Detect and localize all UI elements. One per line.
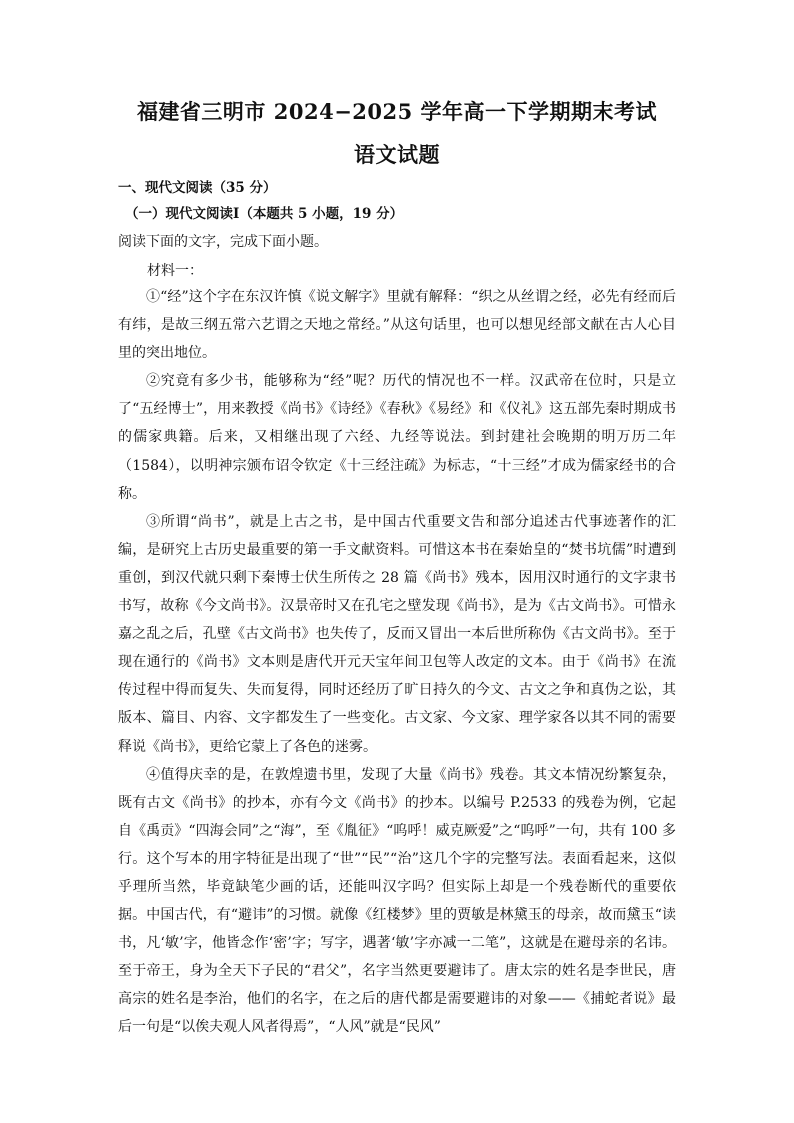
section-heading: 一、现代文阅读（35 分） [118,180,277,196]
instruction-text: 阅读下面的文字，完成下面小题。 [118,234,328,250]
paragraph-3: ③所谓“尚书”，就是上古之书，是中国古代重要文告和部分追述古代事迹著作的汇编，是研究上古历史最重要的第一手文献资料。可惜这本书在秦始皇的“焚书坑儒”时遭到重创，到汉代就只剩下秦博士伏生所传之 28 篇《尚书》残本，因用汉时通行的文字隶书书写，故称《今文尚书》。汉景帝时又在孔宅之壁发现《尚书》，是为《古文尚书》。可惜永嘉之乱之后，孔壁《古文尚书》也失传了，反而又冒出一本后世所称伪《古文尚书》。至于现在通行的《尚书》文本则是唐代开元天宝年间卫包等人改定的文本。由于《尚书》在流传过程中得而复失、失而复得，同时还经历了旷日持久的今文、古文之争和真伪之讼，其版本、篇目、内容、文字都发生了一些变化。古文家、今文家、理学家各以其不同的需要释说《尚书》，更给它蒙上了各色的迷雾。 [118,513,676,755]
material-label: 材料一： [147,263,203,279]
exam-subtitle: 语文试题 [354,142,440,167]
paragraph-4: ④值得庆幸的是，在敦煌遗书里，发现了大量《尚书》残卷。其文本情况纷繁复杂，既有古文《尚书》的抄本，亦有今文《尚书》的抄本。以编号 P.2533 的残卷为例，它起自《禹贡》“四海会同”之“海”，至《胤征》“呜呼！威克厥爱”之“呜呼”一句，共有 100 多行。这个写本的用字特征是出现了“世”“民”“治”这几个字的完整写法。表面看起来，这似乎理所当然，毕竟缺笔少画的话，还能叫汉字吗？但实际上却是一个残卷断代的重要依据。中国古代，有“避讳”的习惯。就像《红楼梦》里的贾敏是林黛玉的母亲，故而黛玉“读书，凡‘敏’字，他皆念作‘密’字；写字，遇著‘敏’字亦减一二笔”，这就是在避母亲的名讳。至于帝王，身为全天下子民的“君父”，名字当然更要避讳了。唐太宗的姓名是李世民，唐高宗的姓名是李治，他们的名字，在之后的唐代都是需要避讳的对象——《捕蛇者说》最后一句是“以俟夫观人风者得焉”，“人风”就是“民风” [118,766,676,1036]
material-body [118,283,676,1042]
paragraph-2: ②究竟有多少书，能够称为“经”呢？历代的情况也不一样。汉武帝在位时，只是立了“五经博士”，用来教授《尚书》《诗经》《春秋》《易经》和《仪礼》这五部先秦时期成书的儒家典籍。后来，又相继出现了六经、九经等说法。到封建社会晚期的明万历二年（1584），以明神宗颁布诏令钦定《十三经注疏》为标志，“十三经”才成为儒家经书的合称。 [118,373,676,502]
exam-title: 福建省三明市 2024−2025 学年高一下学期期末考试 [136,99,658,124]
subsection-heading: （一）现代文阅读Ⅰ（本题共 5 小题，19 分） [125,206,404,222]
paragraph-1: ①“经”这个字在东汉许慎《说文解字》里就有解释：“织之从丝谓之经，必先有经而后有纬，是故三纲五常六艺谓之天地之常经。”从这句话里，也可以想见经部文献在古人心目里的突出地位。 [118,289,676,362]
